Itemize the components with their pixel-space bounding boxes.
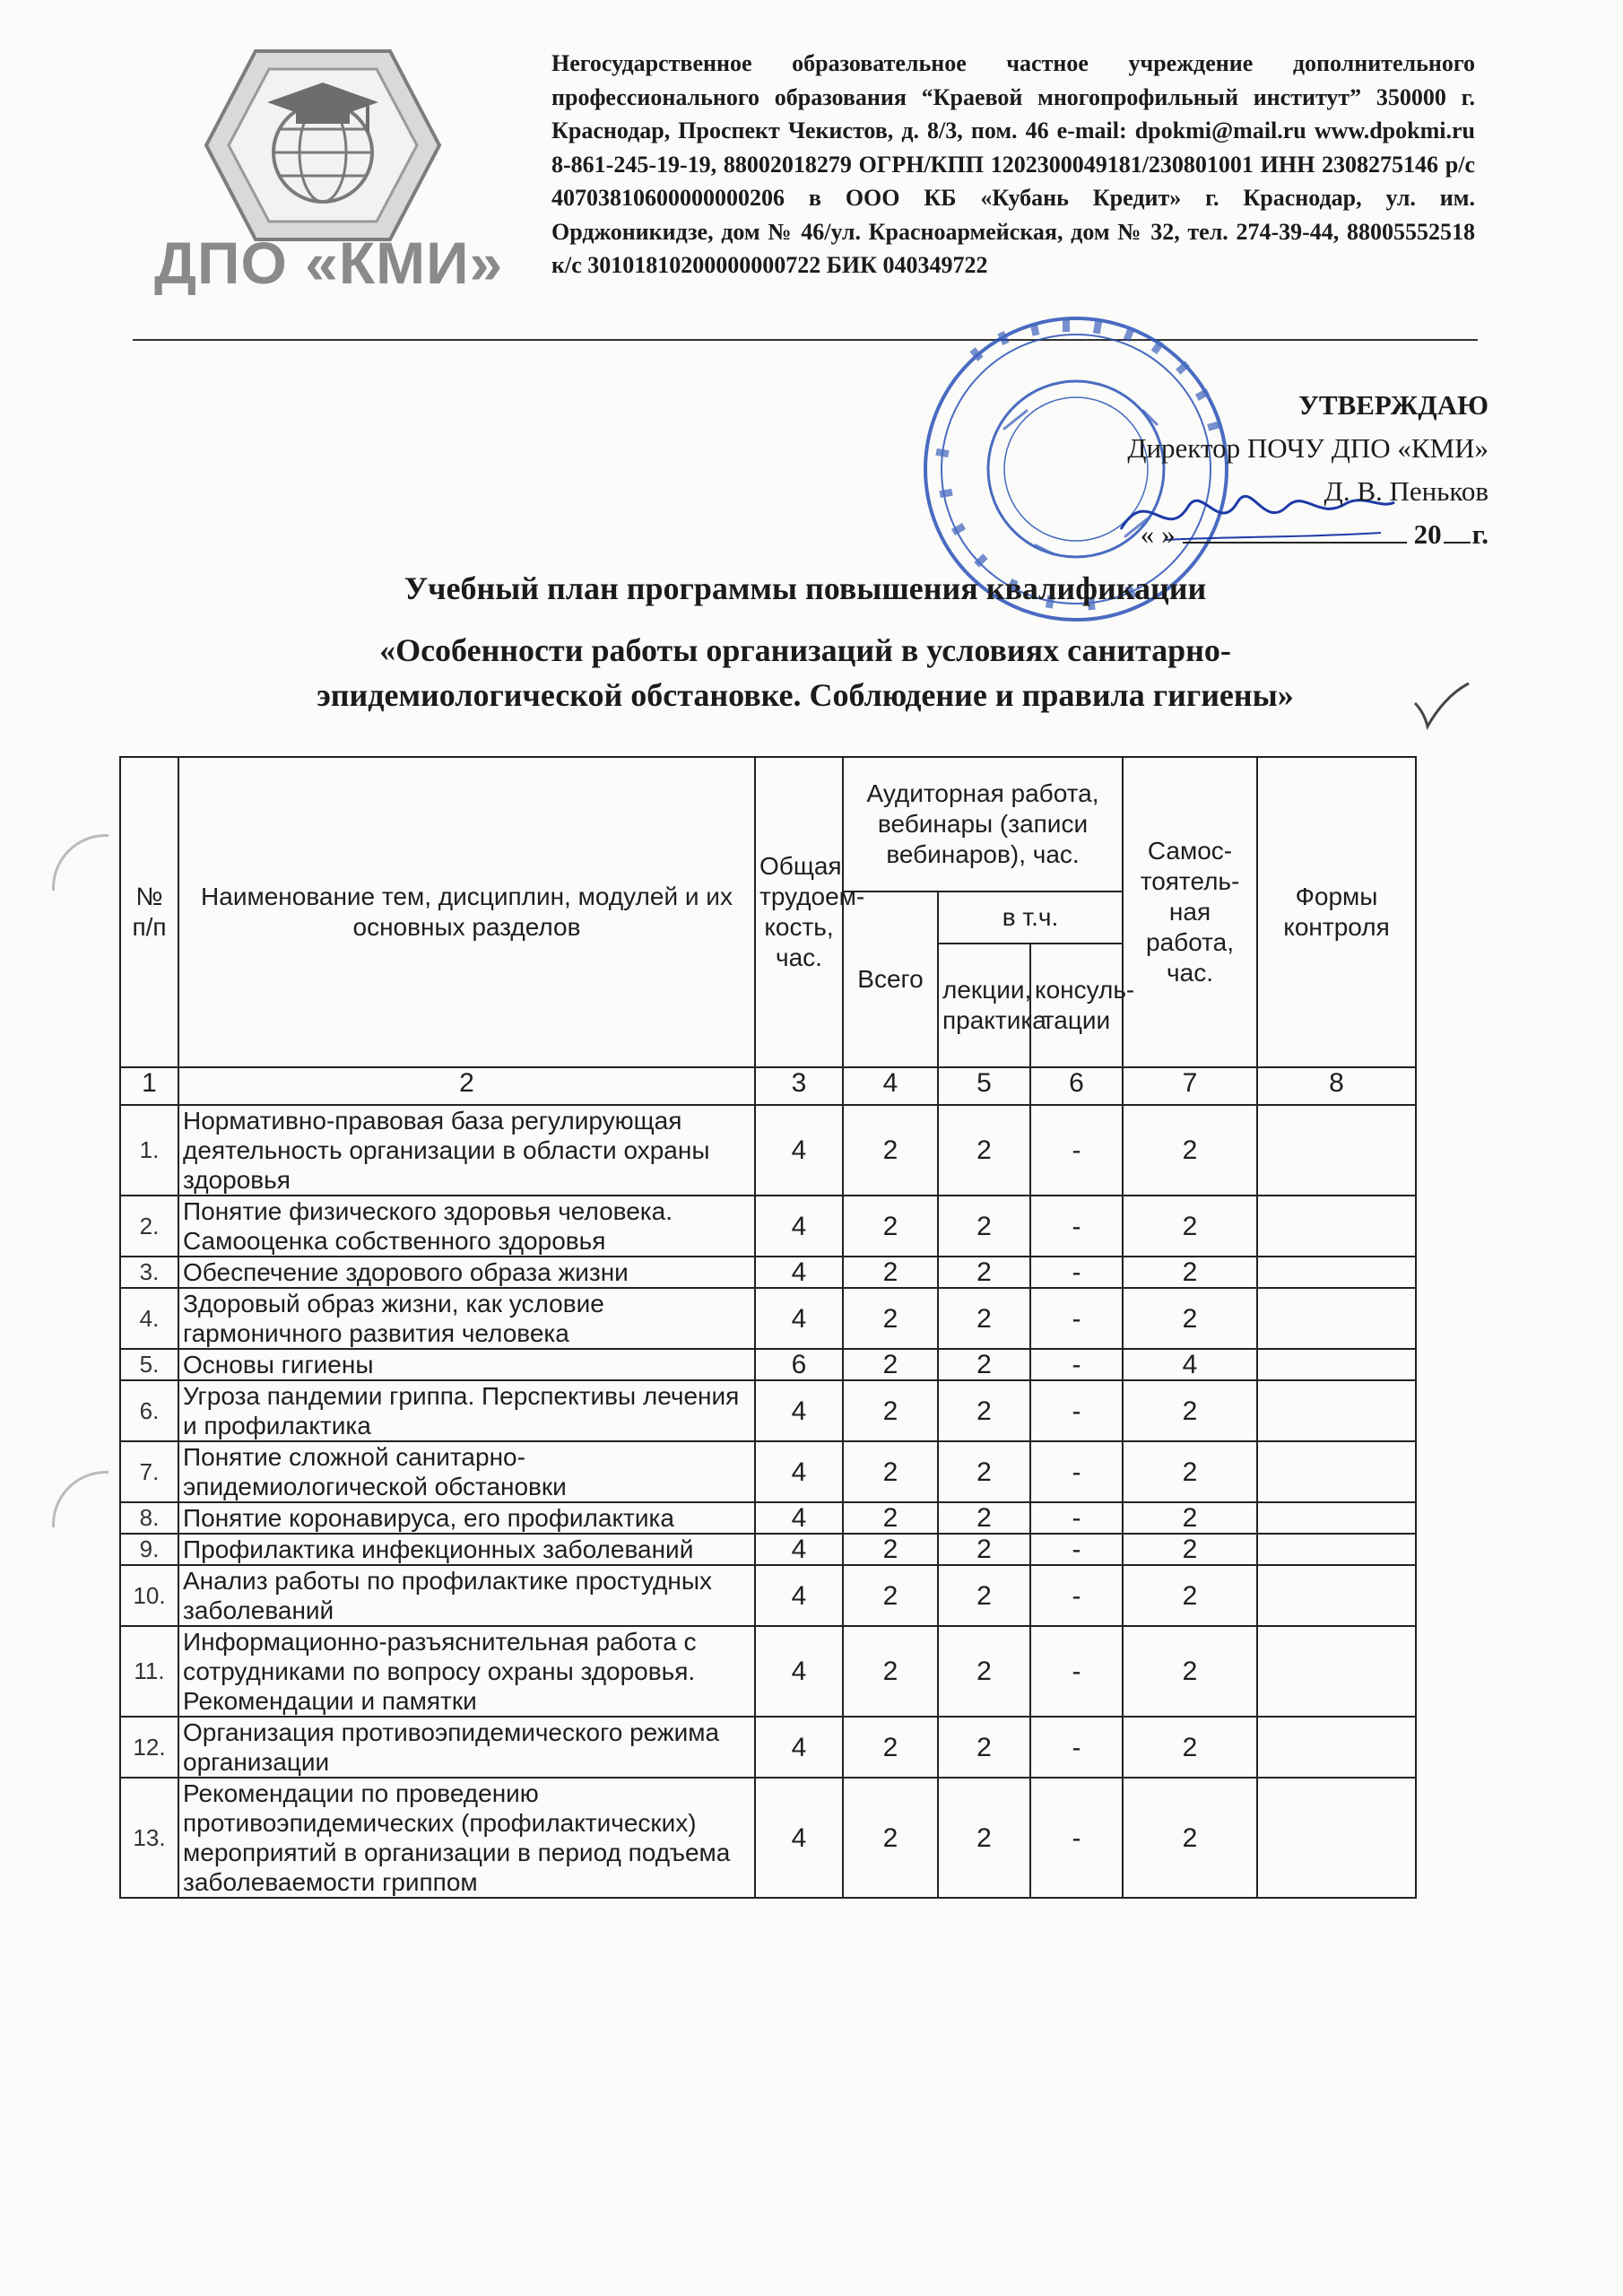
row-consult-cell: - bbox=[1030, 1380, 1123, 1441]
index-cell: 2 bbox=[178, 1067, 755, 1105]
quote-open: « bbox=[1140, 518, 1155, 550]
year-suffix: г. bbox=[1471, 518, 1488, 550]
header-lectures: лекции, практика bbox=[938, 944, 1030, 1067]
header-including: в т.ч. bbox=[938, 891, 1123, 944]
table-row bbox=[120, 1288, 1416, 1349]
header-all: Всего bbox=[843, 891, 938, 1067]
row-lectures-cell: 2 bbox=[938, 1502, 1030, 1534]
row-all-cell: 2 bbox=[843, 1534, 938, 1565]
row-self-cell: 2 bbox=[1123, 1105, 1257, 1196]
row-name-cell: Обеспечение здорового образа жизни bbox=[178, 1257, 755, 1288]
year-blank bbox=[1444, 542, 1471, 544]
row-control-cell bbox=[1257, 1380, 1416, 1441]
row-consult-cell: - bbox=[1030, 1778, 1123, 1898]
row-self-cell: 2 bbox=[1123, 1502, 1257, 1534]
index-cell: 5 bbox=[938, 1067, 1030, 1105]
row-all-cell: 2 bbox=[843, 1778, 938, 1898]
row-all-cell: 2 bbox=[843, 1288, 938, 1349]
row-control-cell bbox=[1257, 1349, 1416, 1380]
header-consult: консуль-тации bbox=[1030, 944, 1123, 1067]
row-all-cell: 2 bbox=[843, 1380, 938, 1441]
header-self: Самос-тоятель-ная работа, час. bbox=[1123, 757, 1257, 1067]
row-self-cell: 2 bbox=[1123, 1441, 1257, 1502]
row-lectures-cell: 2 bbox=[938, 1717, 1030, 1778]
row-control-cell bbox=[1257, 1565, 1416, 1626]
table-row bbox=[120, 1534, 1416, 1565]
row-lectures-cell: 2 bbox=[938, 1626, 1030, 1717]
row-name-cell: Нормативно-правовая база регулирующая деятельность организации в области охраны здоровья bbox=[178, 1105, 755, 1196]
organization-info: Негосударственное образовательное частное учреждение дополнительного профессионального образования “Краевой многопрофильный институт” 350000 г. Краснодар, Проспект Чекистов, д. 8/3, пом. 46 e-mail: dpokmi@mail.ru www.dpokmi.ru 8-861-245-19-19, 88002018279 ОГРН/КПП 1202300049181/230801001 ИНН 2308275146 р/с 40703810600000000206 в ООО КБ «Кубань Кредит» г. Краснодар, ул. им. Орджоникидзе, дом № 46/ул. Красноармейская, дом № 32, тел. 274-39-44, 88005552518 к/с 30101810200000000722 БИК 040349722 bbox=[551, 50, 1475, 278]
table-row bbox=[120, 1502, 1416, 1534]
row-num-cell: 12. bbox=[120, 1717, 178, 1778]
table-row bbox=[120, 1441, 1416, 1502]
row-lectures-cell: 2 bbox=[938, 1380, 1030, 1441]
row-lectures-cell: 2 bbox=[938, 1288, 1030, 1349]
index-cell: 8 bbox=[1257, 1067, 1416, 1105]
row-self-cell: 2 bbox=[1123, 1288, 1257, 1349]
row-consult-cell: - bbox=[1030, 1288, 1123, 1349]
row-total-cell: 4 bbox=[755, 1717, 843, 1778]
row-control-cell bbox=[1257, 1626, 1416, 1717]
row-self-cell: 2 bbox=[1123, 1196, 1257, 1257]
subtitle-line-2: эпидемиологической обстановке. Соблюдение и правила гигиены» bbox=[317, 677, 1294, 713]
index-cell: 7 bbox=[1123, 1067, 1257, 1105]
header-num: № п/п bbox=[120, 757, 178, 1067]
table-row bbox=[120, 1349, 1416, 1380]
row-num-cell: 8. bbox=[120, 1502, 178, 1534]
row-consult-cell: - bbox=[1030, 1626, 1123, 1717]
row-consult-cell: - bbox=[1030, 1717, 1123, 1778]
row-control-cell bbox=[1257, 1196, 1416, 1257]
row-lectures-cell: 2 bbox=[938, 1105, 1030, 1196]
row-name-cell: Понятие коронавируса, его профилактика bbox=[178, 1502, 755, 1534]
row-all-cell: 2 bbox=[843, 1717, 938, 1778]
row-self-cell: 2 bbox=[1123, 1565, 1257, 1626]
index-cell: 1 bbox=[120, 1067, 178, 1105]
approval-title: УТВЕРЖДАЮ bbox=[1298, 389, 1488, 421]
row-control-cell bbox=[1257, 1502, 1416, 1534]
row-num-cell: 2. bbox=[120, 1196, 178, 1257]
header-control: Формы контроля bbox=[1257, 757, 1416, 1067]
row-lectures-cell: 2 bbox=[938, 1534, 1030, 1565]
row-total-cell: 4 bbox=[755, 1380, 843, 1441]
row-name-cell: Угроза пандемии гриппа. Перспективы лечения и профилактика bbox=[178, 1380, 755, 1441]
curriculum-table bbox=[119, 756, 1417, 1899]
column-index-row bbox=[120, 1067, 1416, 1105]
row-total-cell: 4 bbox=[755, 1778, 843, 1898]
row-num-cell: 10. bbox=[120, 1565, 178, 1626]
row-num-cell: 13. bbox=[120, 1778, 178, 1898]
row-lectures-cell: 2 bbox=[938, 1349, 1030, 1380]
approval-block bbox=[1127, 384, 1488, 556]
row-self-cell: 2 bbox=[1123, 1717, 1257, 1778]
row-consult-cell: - bbox=[1030, 1441, 1123, 1502]
row-control-cell bbox=[1257, 1105, 1416, 1196]
binder-hole-mark bbox=[52, 834, 108, 891]
row-consult-cell: - bbox=[1030, 1349, 1123, 1380]
row-name-cell: Профилактика инфекционных заболеваний bbox=[178, 1534, 755, 1565]
row-self-cell: 2 bbox=[1123, 1257, 1257, 1288]
row-self-cell: 4 bbox=[1123, 1349, 1257, 1380]
row-num-cell: 6. bbox=[120, 1380, 178, 1441]
row-all-cell: 2 bbox=[843, 1626, 938, 1717]
quote-close: » bbox=[1161, 518, 1176, 550]
row-name-cell: Основы гигиены bbox=[178, 1349, 755, 1380]
row-total-cell: 4 bbox=[755, 1502, 843, 1534]
index-cell: 4 bbox=[843, 1067, 938, 1105]
approval-year bbox=[1414, 513, 1488, 556]
row-total-cell: 4 bbox=[755, 1441, 843, 1502]
row-num-cell: 1. bbox=[120, 1105, 178, 1196]
row-num-cell: 7. bbox=[120, 1441, 178, 1502]
row-consult-cell: - bbox=[1030, 1105, 1123, 1196]
table-row bbox=[120, 1257, 1416, 1288]
row-consult-cell: - bbox=[1030, 1502, 1123, 1534]
row-control-cell bbox=[1257, 1257, 1416, 1288]
row-self-cell: 2 bbox=[1123, 1380, 1257, 1441]
row-lectures-cell: 2 bbox=[938, 1778, 1030, 1898]
row-total-cell: 4 bbox=[755, 1565, 843, 1626]
row-total-cell: 6 bbox=[755, 1349, 843, 1380]
row-self-cell: 2 bbox=[1123, 1778, 1257, 1898]
row-consult-cell: - bbox=[1030, 1565, 1123, 1626]
row-lectures-cell: 2 bbox=[938, 1565, 1030, 1626]
row-lectures-cell: 2 bbox=[938, 1196, 1030, 1257]
row-control-cell bbox=[1257, 1288, 1416, 1349]
row-total-cell: 4 bbox=[755, 1534, 843, 1565]
row-name-cell: Анализ работы по профилактике простудных заболеваний bbox=[178, 1565, 755, 1626]
row-total-cell: 4 bbox=[755, 1257, 843, 1288]
row-all-cell: 2 bbox=[843, 1441, 938, 1502]
date-blank bbox=[1183, 542, 1407, 544]
table-row bbox=[120, 1196, 1416, 1257]
check-mark-icon bbox=[1410, 680, 1472, 730]
row-num-cell: 3. bbox=[120, 1257, 178, 1288]
row-total-cell: 4 bbox=[755, 1626, 843, 1717]
logo-text: ДПО «КМИ» bbox=[154, 230, 504, 296]
row-all-cell: 2 bbox=[843, 1349, 938, 1380]
table-row bbox=[120, 1565, 1416, 1626]
row-consult-cell: - bbox=[1030, 1196, 1123, 1257]
row-all-cell: 2 bbox=[843, 1105, 938, 1196]
table-row bbox=[120, 1380, 1416, 1441]
row-all-cell: 2 bbox=[843, 1257, 938, 1288]
row-control-cell bbox=[1257, 1717, 1416, 1778]
row-all-cell: 2 bbox=[843, 1196, 938, 1257]
table-row bbox=[120, 1778, 1416, 1898]
table-row bbox=[120, 1105, 1416, 1196]
subtitle-line-1: «Особенности работы организаций в условиях санитарно- bbox=[379, 632, 1231, 668]
document-subtitle bbox=[133, 628, 1478, 718]
row-control-cell bbox=[1257, 1441, 1416, 1502]
row-control-cell bbox=[1257, 1778, 1416, 1898]
row-total-cell: 4 bbox=[755, 1105, 843, 1196]
row-name-cell: Понятие сложной санитарно-эпидемиологической обстановки bbox=[178, 1441, 755, 1502]
row-consult-cell: - bbox=[1030, 1257, 1123, 1288]
index-cell: 6 bbox=[1030, 1067, 1123, 1105]
binder-hole-mark bbox=[52, 1471, 108, 1527]
row-total-cell: 4 bbox=[755, 1196, 843, 1257]
row-all-cell: 2 bbox=[843, 1502, 938, 1534]
header-total: Общая трудоем-кость, час. bbox=[755, 757, 843, 1067]
approval-name: Д. В. Пеньков bbox=[1324, 475, 1488, 507]
row-name-cell: Организация противоэпидемического режима организации bbox=[178, 1717, 755, 1778]
table-row bbox=[120, 1626, 1416, 1717]
header-name: Наименование тем, дисциплин, модулей и их основных разделов bbox=[178, 757, 755, 1067]
approval-date-line bbox=[1127, 513, 1488, 556]
row-name-cell: Рекомендации по проведению противоэпидемических (профилактических) мероприятий в организации в период подъема заболеваемости гриппом bbox=[178, 1778, 755, 1898]
row-total-cell: 4 bbox=[755, 1288, 843, 1349]
header-auditory: Аудиторная работа, вебинары (записи вебинаров), час. bbox=[843, 757, 1123, 891]
row-lectures-cell: 2 bbox=[938, 1441, 1030, 1502]
document-title: Учебный план программы повышения квалификации bbox=[404, 570, 1207, 606]
table-row bbox=[120, 1717, 1416, 1778]
index-cell: 3 bbox=[755, 1067, 843, 1105]
curriculum-rows bbox=[120, 1105, 1416, 1898]
approval-position: Директор ПОЧУ ДПО «КМИ» bbox=[1127, 432, 1488, 464]
row-self-cell: 2 bbox=[1123, 1534, 1257, 1565]
row-num-cell: 11. bbox=[120, 1626, 178, 1717]
row-name-cell: Здоровый образ жизни, как условие гармоничного развития человека bbox=[178, 1288, 755, 1349]
row-num-cell: 5. bbox=[120, 1349, 178, 1380]
row-control-cell bbox=[1257, 1534, 1416, 1565]
row-name-cell: Информационно-разъяснительная работа с сотрудниками по вопросу охраны здоровья. Рекомендации и памятки bbox=[178, 1626, 755, 1717]
row-num-cell: 9. bbox=[120, 1534, 178, 1565]
row-lectures-cell: 2 bbox=[938, 1257, 1030, 1288]
row-self-cell: 2 bbox=[1123, 1626, 1257, 1717]
row-consult-cell: - bbox=[1030, 1534, 1123, 1565]
row-all-cell: 2 bbox=[843, 1565, 938, 1626]
row-name-cell: Понятие физического здоровья человека. Самооценка собственного здоровья bbox=[178, 1196, 755, 1257]
year-prefix: 20 bbox=[1413, 518, 1442, 550]
row-num-cell: 4. bbox=[120, 1288, 178, 1349]
header-divider bbox=[133, 339, 1478, 341]
